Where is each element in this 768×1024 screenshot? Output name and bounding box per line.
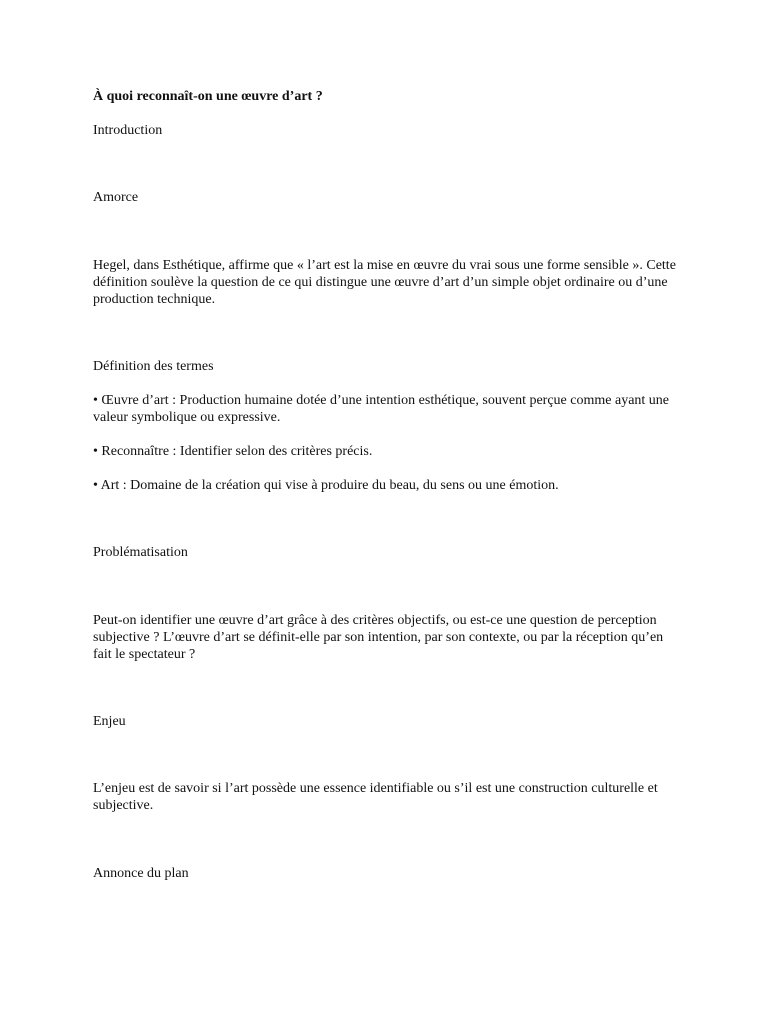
introduction-heading: Introduction: [93, 123, 163, 138]
plan-heading: Annonce du plan: [93, 866, 189, 881]
definitions-heading: Définition des termes: [93, 359, 214, 374]
amorce-paragraph: Hegel, dans Esthétique, affirme que « l’art est la mise en œuvre du vrai sous une forme sensible ». Cette définition soulève la question de ce qui distingue une œuvre d’art d’un simple objet ordinaire ou d’une production technique.: [93, 258, 676, 307]
definition-oeuvre: • Œuvre d’art : Production humaine dotée d’une intention esthétique, souvent perçue comme ayant une valeur symbolique ou expressive.: [93, 393, 670, 425]
definition-art: • Art : Domaine de la création qui vise à produire du beau, du sens ou une émotion.: [93, 478, 559, 493]
definition-reconnaitre: • Reconnaître : Identifier selon des critères précis.: [93, 444, 373, 459]
problematisation-paragraph: Peut-on identifier une œuvre d’art grâce à des critères objectifs, ou est-ce une question de perception subjective ? L’œuvre d’art se définit-elle par son intention, par son contexte, ou par la réception qu’en fait le spectateur ?: [93, 613, 664, 662]
enjeu-heading: Enjeu: [93, 714, 126, 729]
problematisation-heading: Problématisation: [93, 545, 188, 560]
amorce-heading: Amorce: [93, 190, 139, 205]
enjeu-paragraph: L’enjeu est de savoir si l’art possède une essence identifiable ou s’il est une construction culturelle et subjective.: [93, 781, 658, 813]
document-title: À quoi reconnaît-on une œuvre d’art ?: [93, 89, 323, 104]
